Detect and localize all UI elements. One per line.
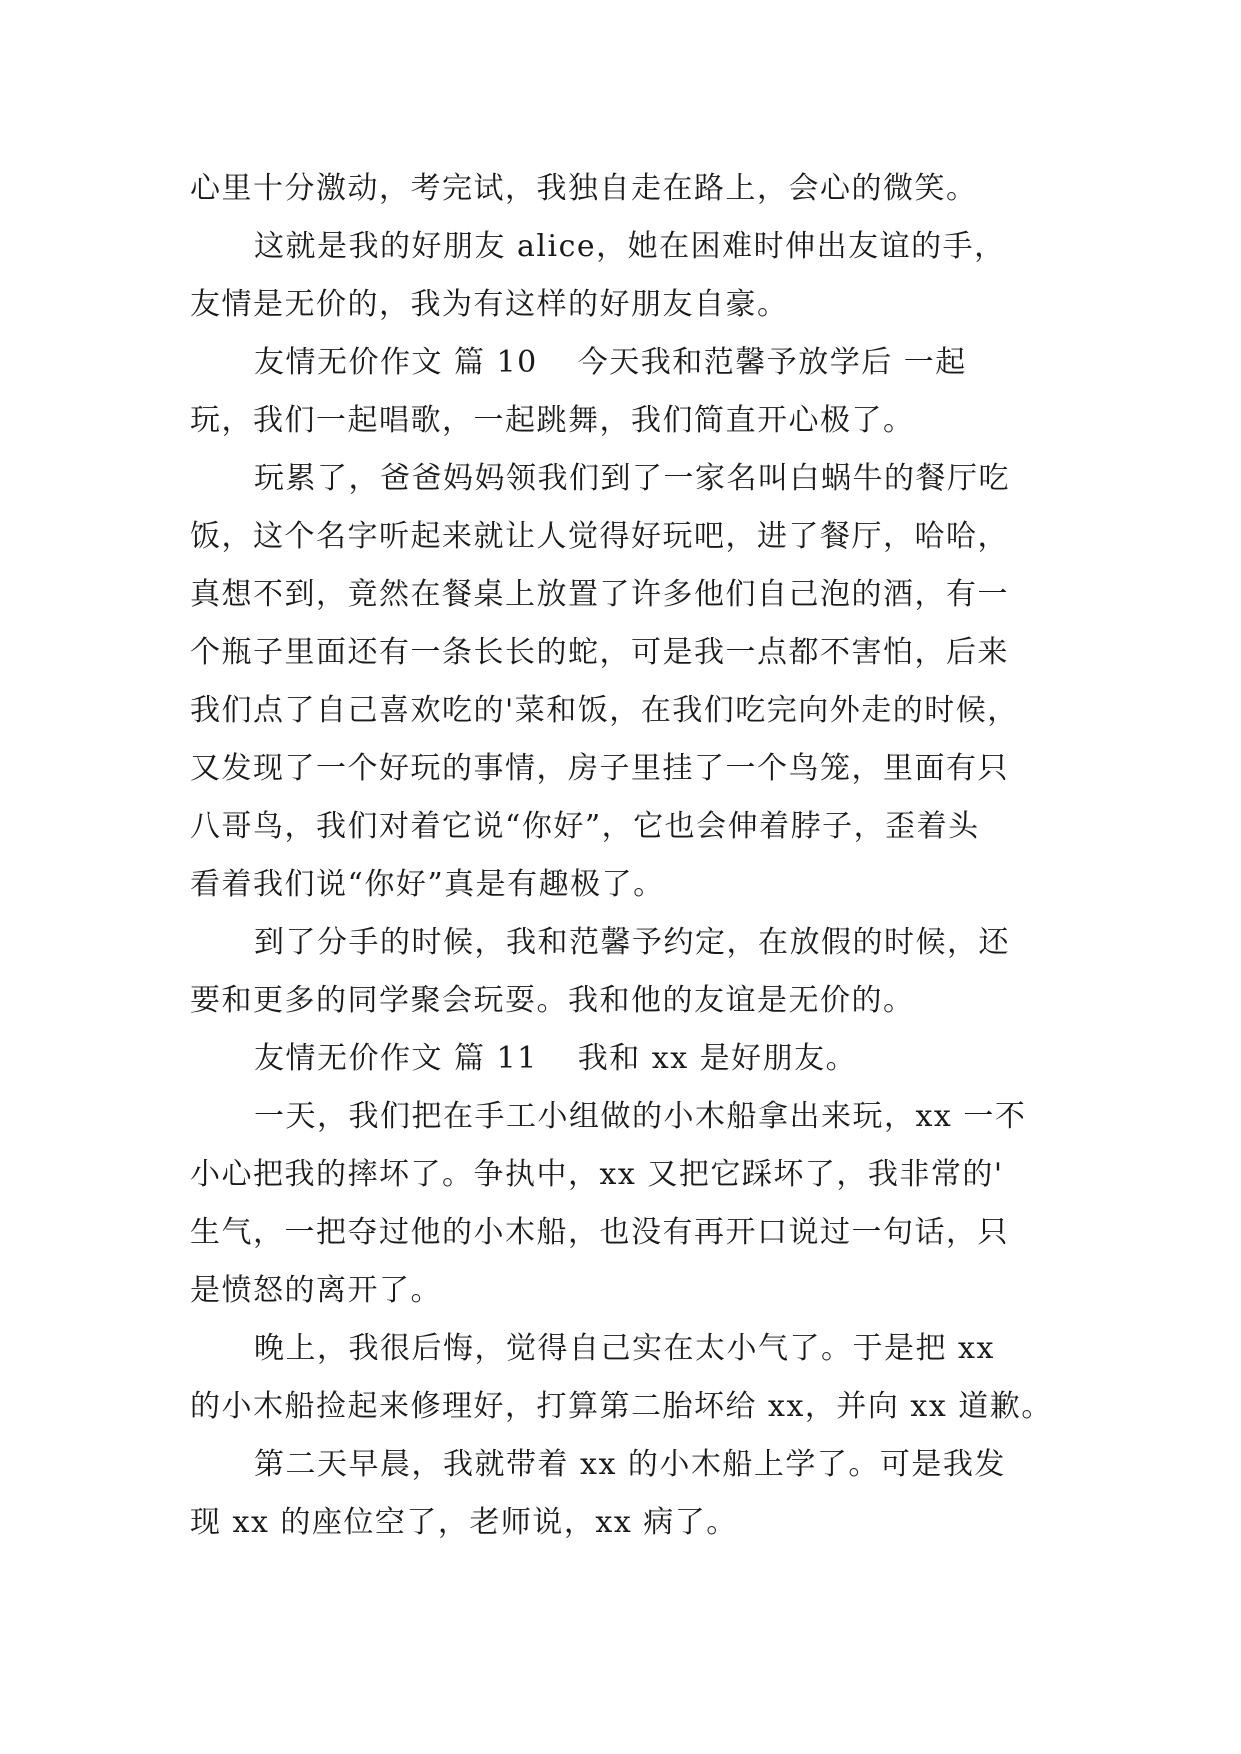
text-line: 友情是无价的，我为有这样的好朋友自豪。 [190,287,789,322]
section-heading-line [190,1030,1070,1088]
text-line: 的小木船捡起来修理好，打算第二胎坏给 xx，并向 xx 道歉。 [190,1389,1053,1424]
text-line: 真想不到，竟然在餐桌上放置了许多他们自己泡的酒，有一 [190,577,1009,612]
text-line: 现 xx 的座位空了，老师说，xx 病了。 [190,1505,738,1540]
text-fragment: 我和 xx 是好朋友。 [577,1041,858,1076]
paragraph-start-line: 玩累了，爸爸妈妈领我们到了一家名叫白蜗牛的餐厅吃 [254,461,1010,496]
text-line: 小心把我的摔坏了。争执中，xx 又把它踩坏了，我非常的' [190,1157,1004,1192]
paragraph-start-line: 这就是我的好朋友 alice，她在困难时伸出友谊的手， [254,229,1006,264]
text-line: 是愤怒的离开了。 [190,1273,442,1308]
essay-body [190,160,1070,1552]
text-line: 生气，一把夺过他的小木船，也没有再开口说过一句话，只 [190,1215,1009,1250]
text-line: 看着我们说“你好”真是有趣极了。 [190,867,665,902]
text-line: 玩，我们一起唱歌，一起跳舞，我们简直开心极了。 [190,403,915,438]
text-line: 又发现了一个好玩的事情，房子里挂了一个鸟笼，里面有只 [190,751,1009,786]
text-line: 要和更多的同学聚会玩耍。我和他的友谊是无价的。 [190,983,915,1018]
section-heading-11: 友情无价作文 篇 11 [254,1041,538,1076]
paragraph-start-line: 一天，我们把在手工小组做的小木船拿出来玩，xx 一不 [254,1099,1027,1134]
section-heading-line [190,334,1070,392]
section-heading-10: 友情无价作文 篇 10 [254,345,538,380]
text-line: 心里十分激动，考完试，我独自走在路上，会心的微笑。 [190,171,978,206]
paragraph-start-line: 第二天早晨，我就带着 xx 的小木船上学了。可是我发 [254,1447,1006,1482]
text-line: 个瓶子里面还有一条长长的蛇，可是我一点都不害怕，后来 [190,635,1009,670]
paragraph-start-line: 晚上，我很后悔，觉得自己实在太小气了。于是把 xx [254,1331,995,1366]
text-fragment: 今天我和范馨予放学后 一起 [577,345,967,380]
paragraph-start-line: 到了分手的时候，我和范馨予约定，在放假的时候，还 [254,925,1010,960]
text-line: 饭，这个名字听起来就让人觉得好玩吧，进了餐厅，哈哈， [190,519,1009,554]
text-line: 我们点了自己喜欢吃的'菜和饭，在我们吃完向外走的时候， [190,693,1019,728]
text-line: 八哥鸟，我们对着它说“你好”，它也会伸着脖子，歪着头 [190,809,980,844]
